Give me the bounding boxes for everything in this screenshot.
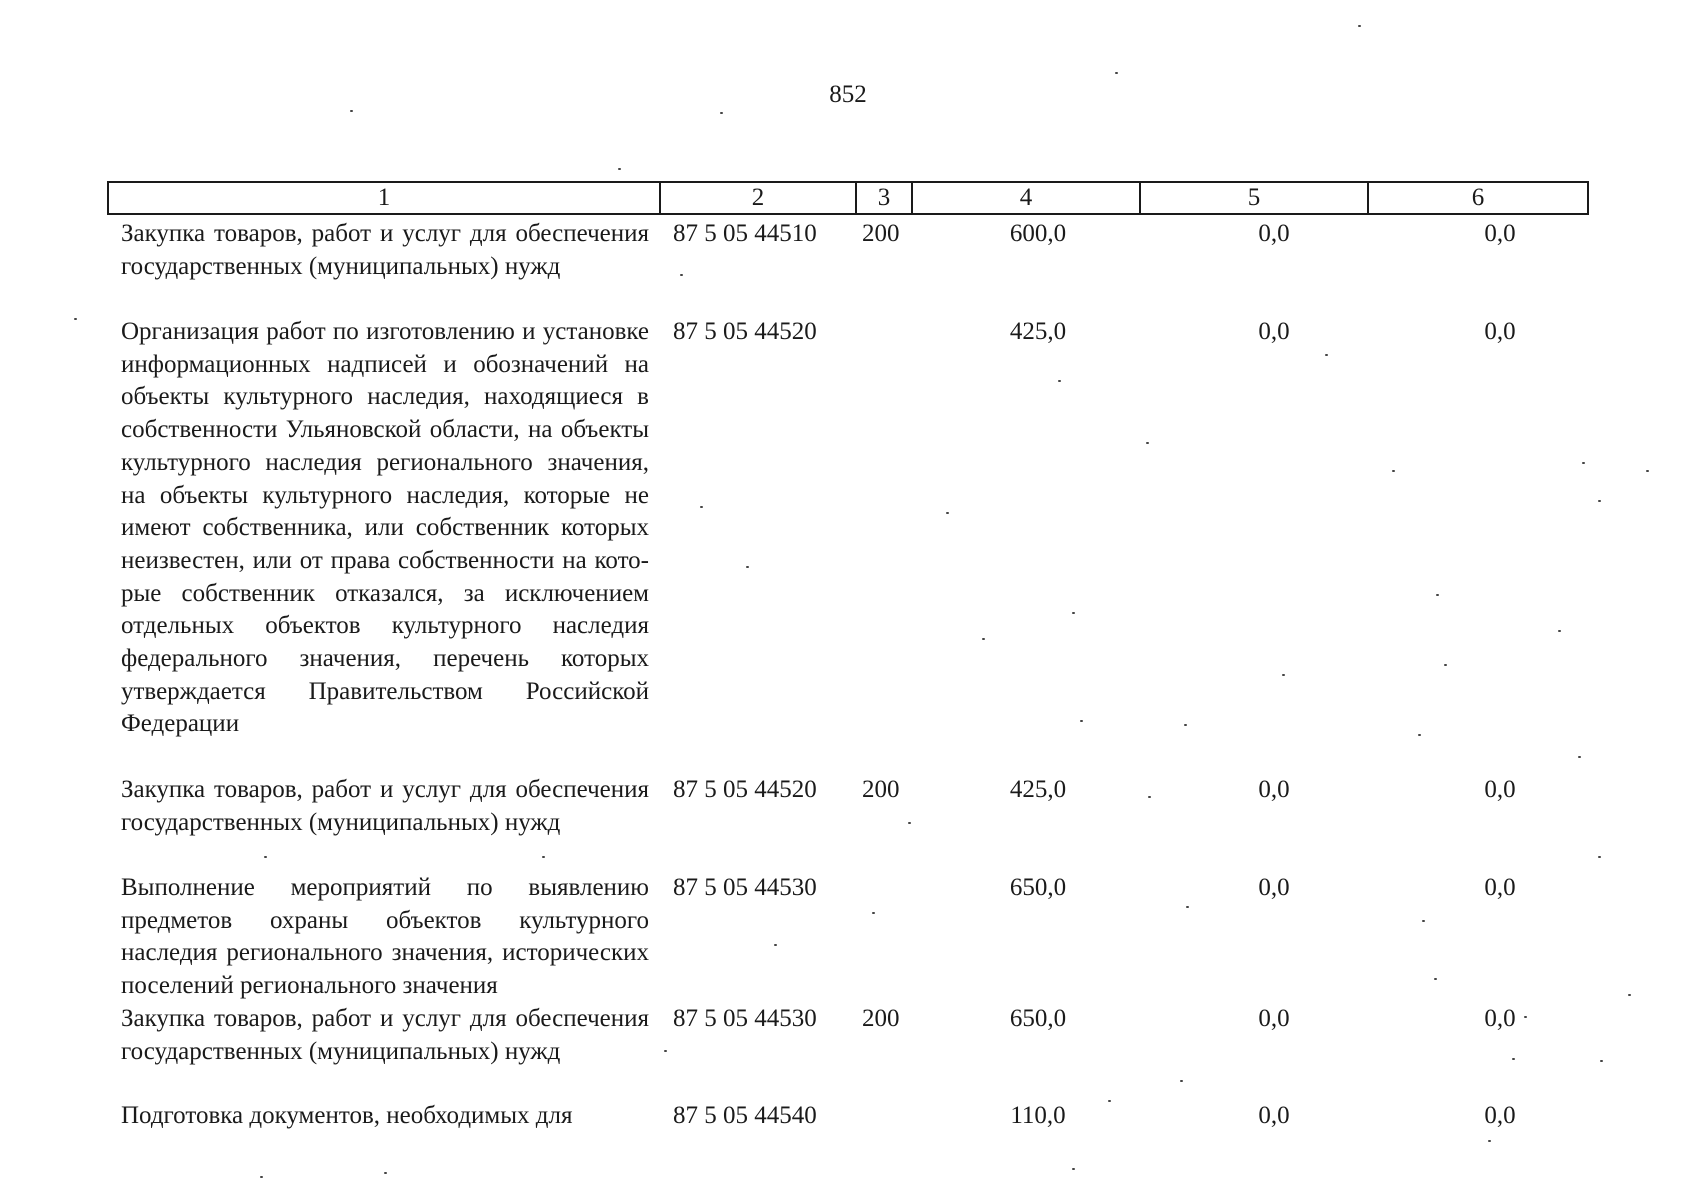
scan-speck (1072, 1168, 1075, 1170)
scan-speck (1434, 978, 1437, 980)
row-value-col6: 0,0 (1484, 776, 1516, 803)
row-description: Подготовка документов, необходимых для (121, 1102, 573, 1129)
scan-speck (1186, 906, 1189, 908)
row-description: Закупка товаров, работ и услуг для обеспечения государственных (муниципальных) нужд (121, 1005, 649, 1065)
scan-speck (1108, 1100, 1111, 1102)
row-description: Выполнение мероприятий по выявлению предметов охраны объектов культурного наследия регионального значения, исторических поселений регионального значения (121, 874, 649, 1000)
row-value-col5: 0,0 (1258, 1005, 1290, 1032)
row-value-col6: 0,0 (1484, 1102, 1516, 1129)
row-value-col4: 110,0 (1010, 1102, 1066, 1129)
column-header-5: 5 (1140, 182, 1368, 214)
scan-speck (264, 856, 267, 858)
row-expense-type: 200 (862, 220, 900, 247)
row-value-col5: 0,0 (1258, 1102, 1290, 1129)
scan-speck (1598, 856, 1601, 858)
scan-speck (1080, 720, 1083, 722)
scan-speck (746, 566, 749, 568)
row-value-col4: 650,0 (1009, 874, 1067, 901)
row-description: Закупка товаров, работ и услуг для обеспечения государственных (муниципальных) нужд (121, 776, 649, 836)
column-header-4: 4 (912, 182, 1140, 214)
column-header-6: 6 (1368, 182, 1588, 214)
row-value-col4: 650,0 (1009, 1005, 1067, 1032)
scan-speck (664, 1050, 667, 1052)
column-header-row (108, 182, 1588, 214)
scan-speck (1582, 462, 1585, 464)
scan-speck (350, 110, 353, 112)
row-value-col5: 0,0 (1258, 318, 1290, 345)
scan-speck (774, 944, 777, 946)
scan-speck (1600, 1060, 1603, 1062)
row-description: Организация работ по изготовлению и установке информационных надписей и обозначений на объекты культурного наследия, находящиеся в собственности Ульяновской области, на объекты культурного наследия регионального значения, на объекты культурного наследия, которые не имеют собственника, или собственник которых неизвестен, или от права собственности на которые собственник отказался, за исключением отдельных объектов культурного наследия федерального значения, перечень которых утверждается Правительством Российской Федерации (121, 318, 649, 738)
row-value-col4: 425,0 (1009, 318, 1067, 345)
row-value-col4: 425,0 (1009, 776, 1067, 803)
scan-speck (982, 638, 985, 640)
column-header-table (107, 181, 1589, 215)
scan-speck (720, 112, 723, 114)
scan-speck (1422, 920, 1425, 922)
scan-speck (1392, 470, 1395, 472)
row-value-col5: 0,0 (1258, 874, 1290, 901)
scan-speck (1578, 756, 1581, 758)
row-value-col6: 0,0 (1484, 874, 1516, 901)
scan-speck (1358, 25, 1361, 27)
scan-speck (618, 168, 621, 170)
row-code: 87 5 05 44540 (673, 1102, 817, 1129)
scan-speck (542, 856, 545, 858)
scan-speck (1628, 994, 1631, 996)
scan-speck (1444, 664, 1447, 666)
scan-speck (680, 274, 683, 276)
row-code: 87 5 05 44520 (673, 318, 817, 345)
scan-speck (1598, 500, 1601, 502)
scan-speck (1148, 796, 1151, 798)
scan-speck (1558, 630, 1561, 632)
row-code: 87 5 05 44530 (673, 1005, 817, 1032)
row-code: 87 5 05 44530 (673, 874, 817, 901)
scan-speck (1418, 734, 1421, 736)
scan-speck (74, 318, 77, 320)
scan-speck (872, 912, 875, 914)
scan-speck (1488, 1140, 1491, 1142)
scan-speck (1436, 594, 1439, 596)
scan-speck (1058, 380, 1061, 382)
row-value-col5: 0,0 (1258, 776, 1290, 803)
scan-speck (1325, 354, 1328, 356)
row-code: 87 5 05 44510 (673, 220, 817, 247)
row-code: 87 5 05 44520 (673, 776, 817, 803)
column-header-3: 3 (856, 182, 912, 214)
row-expense-type: 200 (862, 1005, 900, 1032)
row-value-col5: 0,0 (1258, 220, 1290, 247)
scan-speck (908, 822, 911, 824)
scan-speck (1072, 612, 1075, 614)
row-value-col6: 0,0 (1484, 220, 1516, 247)
scan-speck (1512, 1058, 1515, 1060)
scan-speck (1524, 1016, 1527, 1018)
scan-speck (700, 506, 703, 508)
scan-speck (260, 1176, 263, 1178)
scan-speck (946, 512, 949, 514)
scan-speck (1646, 470, 1649, 472)
column-header-1: 1 (108, 182, 660, 214)
row-value-col6: 0,0 (1484, 318, 1516, 345)
row-expense-type: 200 (862, 776, 900, 803)
row-value-col6: 0,0 (1484, 1005, 1516, 1032)
row-value-col4: 600,0 (1009, 220, 1067, 247)
scan-speck (1146, 442, 1149, 444)
column-header-2: 2 (660, 182, 856, 214)
page-number: 852 (829, 81, 867, 108)
scan-speck (1282, 674, 1285, 676)
scan-speck (384, 1172, 387, 1174)
scan-speck (1184, 724, 1187, 726)
scan-speck (1115, 72, 1118, 74)
scan-speck (1180, 1080, 1183, 1082)
row-description: Закупка товаров, работ и услуг для обеспечения государственных (муниципальных) нужд (121, 220, 649, 280)
